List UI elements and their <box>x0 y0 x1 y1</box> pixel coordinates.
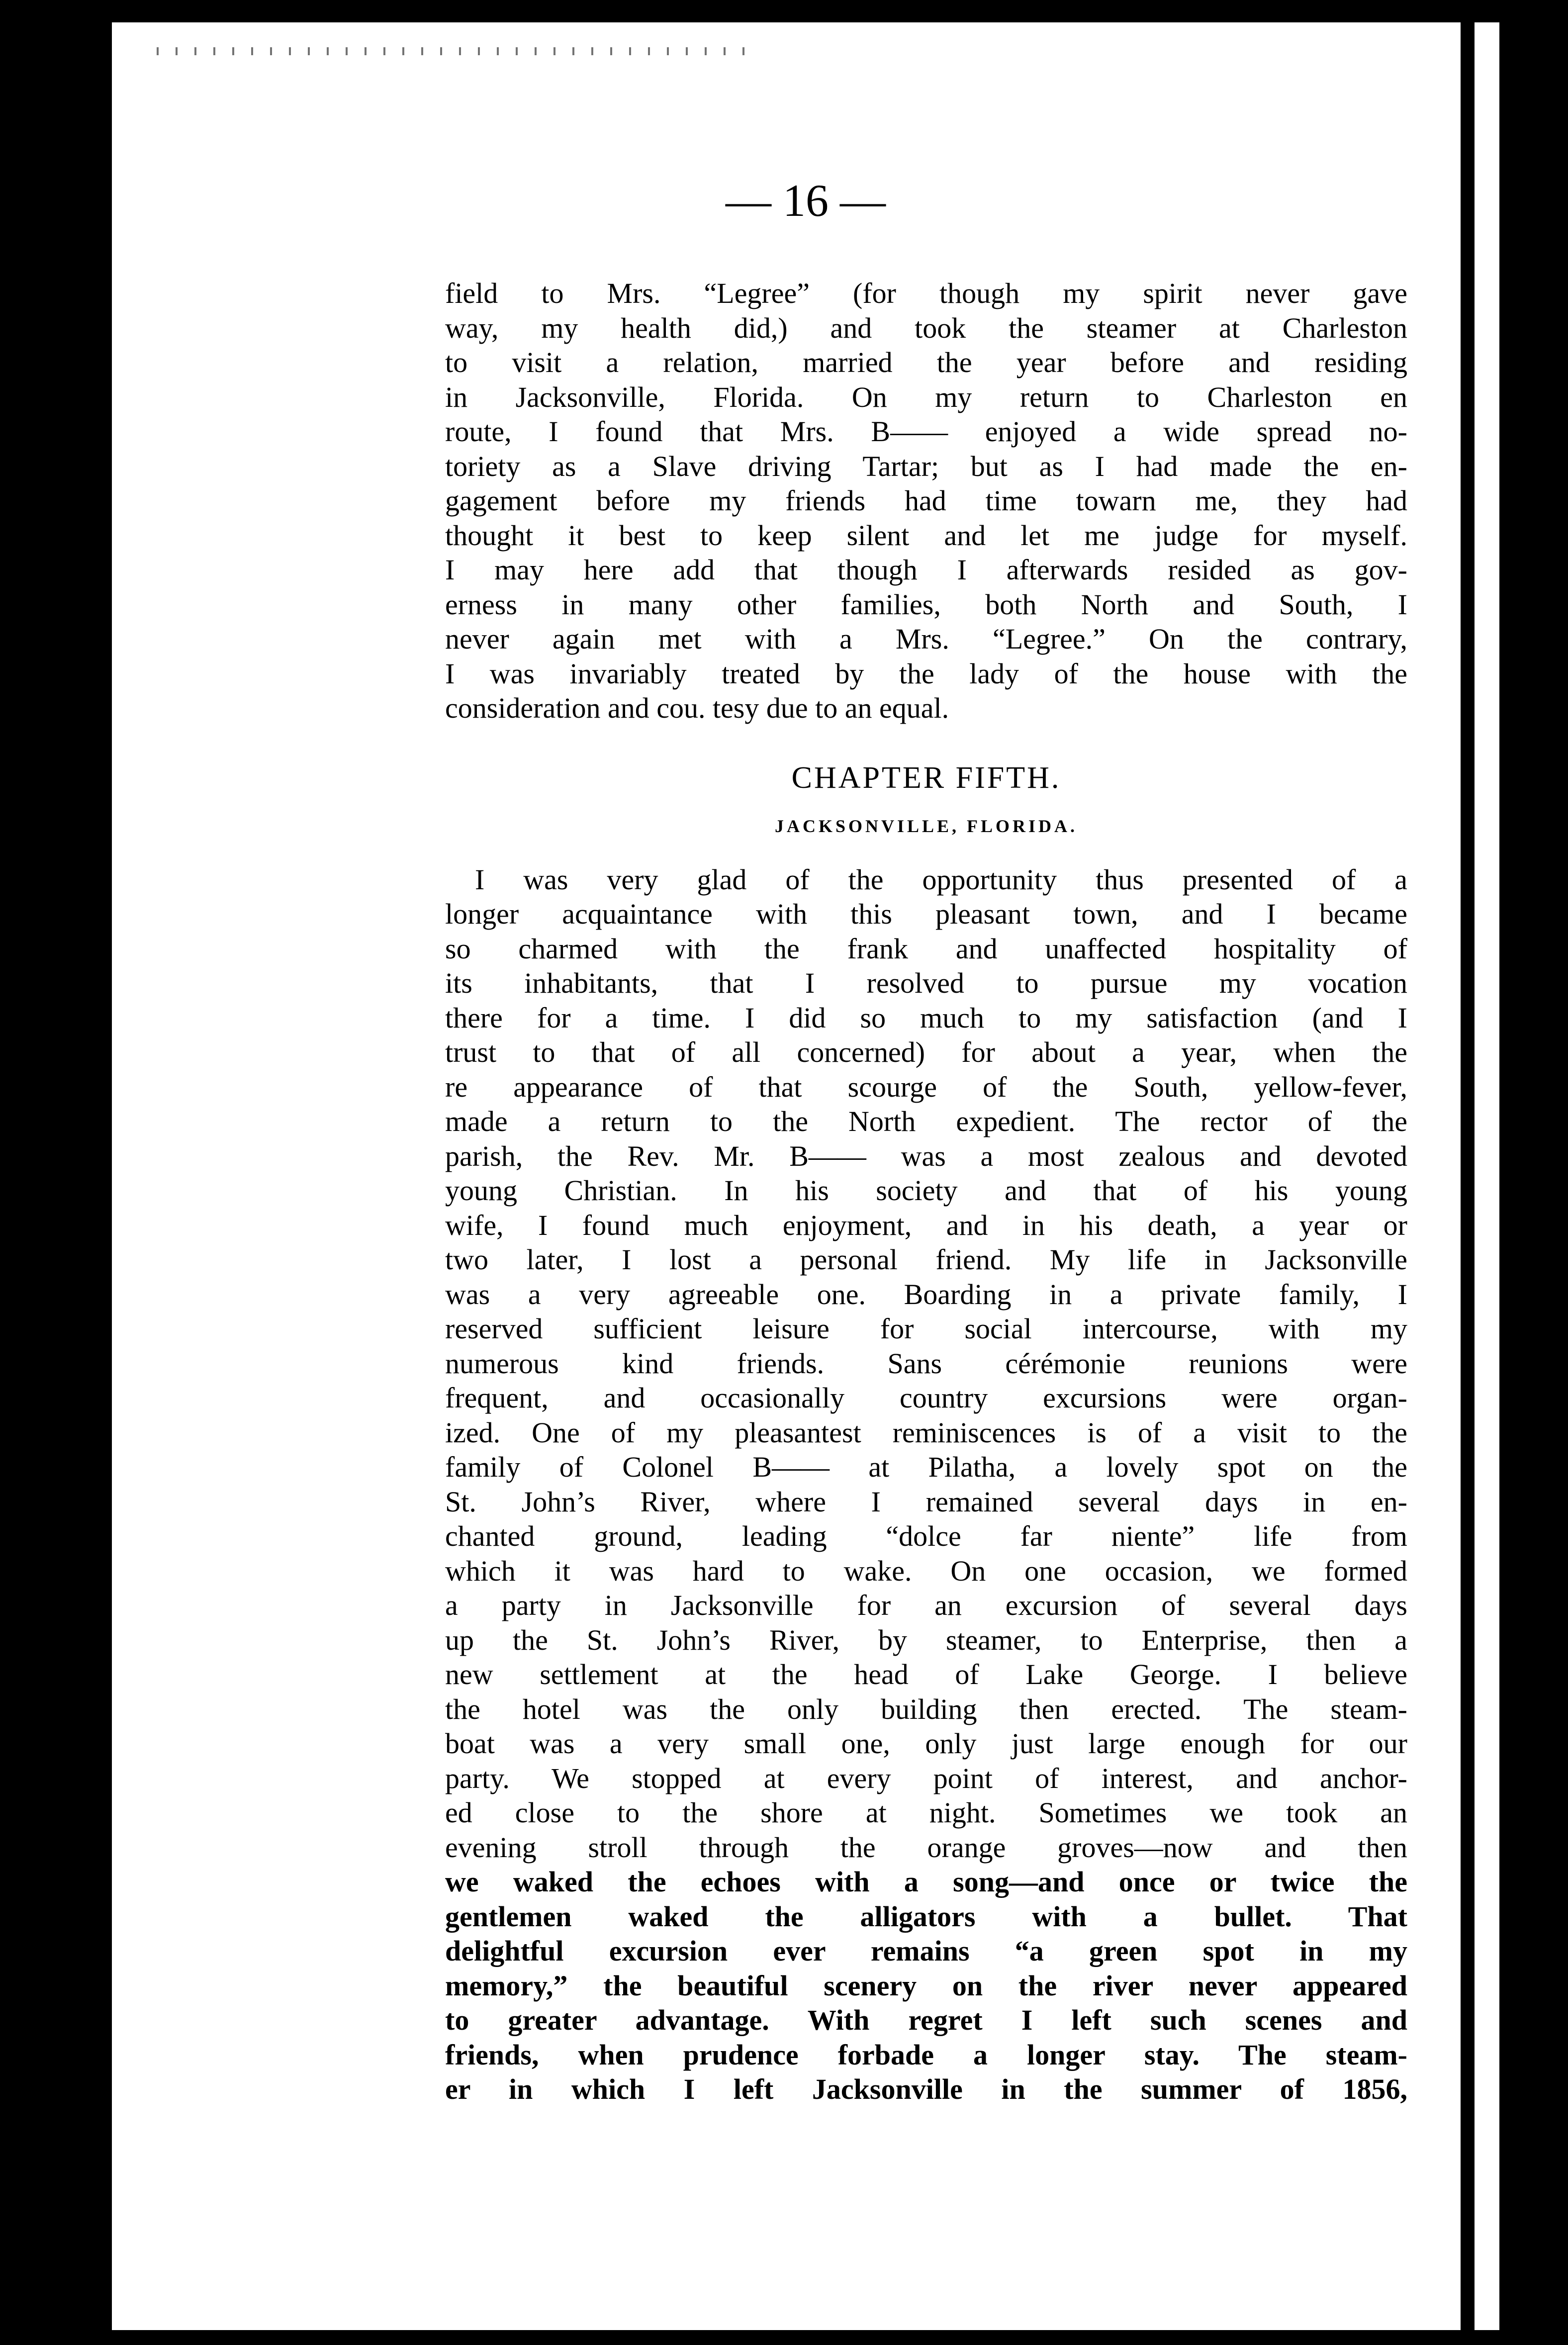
text-line: boat was a very small one, only just large enough for our <box>445 1727 1407 1760</box>
chapter-subtitle: JACKSONVILLE, FLORIDA. <box>774 816 1078 836</box>
text-line: I was very glad of the opportunity thus presented of a <box>475 863 1407 896</box>
text-line: re appearance of that scourge of the South, yellow-fever, <box>445 1070 1407 1103</box>
text-line: to visit a relation, married the year before and residing <box>445 346 1407 378</box>
text-line: gagement before my friends had time towarn me, they had <box>445 484 1407 517</box>
text-line: wife, I found much enjoyment, and in his death, a year or <box>445 1209 1407 1241</box>
text-line: gentlemen waked the alligators with a bullet. That <box>445 1900 1407 1933</box>
chapter-paragraph <box>445 862 1407 2107</box>
text-line: erness in many other families, both North and South, I <box>445 588 1407 621</box>
text-line: new settlement at the head of Lake George. I believe <box>445 1658 1407 1690</box>
text-line: two later, I lost a personal friend. My life in Jacksonville <box>445 1243 1407 1276</box>
text-line: up the St. John’s River, by steamer, to Enterprise, then a <box>445 1623 1407 1656</box>
text-line: friends, when prudence forbade a longer stay. The steam- <box>445 2038 1407 2071</box>
text-line: frequent, and occasionally country excursions were organ- <box>445 1382 1407 1414</box>
text-line: never again met with a Mrs. “Legree.” On the contrary, <box>445 623 1407 655</box>
text-line: toriety as a Slave driving Tartar; but as I had made the en- <box>445 450 1407 482</box>
text-line: chanted ground, leading “dolce far niente” life from <box>445 1520 1407 1552</box>
continuation-paragraph <box>445 276 1407 726</box>
text-line: parish, the Rev. Mr. B—— was a most zealous and devoted <box>445 1139 1407 1172</box>
text-line: memory,” the beautiful scenery on the river never appeared <box>445 1969 1407 2002</box>
text-line: young Christian. In his society and that of his young <box>445 1174 1407 1207</box>
scan-noise <box>157 47 753 55</box>
text-line: reserved sufficient leisure for social intercourse, with my <box>445 1313 1407 1345</box>
text-line: route, I found that Mrs. B—— enjoyed a wide spread no- <box>445 415 1407 448</box>
text-line: which it was hard to wake. On one occasion, we formed <box>445 1554 1407 1587</box>
text-line: er in which I left Jacksonville in the summer of 1856, <box>445 2073 1407 2105</box>
text-line: so charmed with the frank and unaffected hospitality of <box>445 932 1407 965</box>
page-number: — 16 — <box>726 175 886 226</box>
text-line: numerous kind friends. Sans cérémonie reunions were <box>445 1347 1407 1380</box>
text-line: thought it best to keep silent and let me judge for myself. <box>445 519 1407 552</box>
text-line: evening stroll through the orange groves—now and then <box>445 1831 1407 1864</box>
text-line: family of Colonel B—— at Pilatha, a lovely spot on the <box>445 1451 1407 1483</box>
text-line: a party in Jacksonville for an excursion of several days <box>445 1589 1407 1621</box>
text-line: I may here add that though I afterwards resided as gov- <box>445 554 1407 586</box>
chapter-title: CHAPTER FIFTH. <box>791 760 1061 795</box>
text-line: consideration and cou. tesy due to an equal. <box>445 692 949 724</box>
text-line: I was invariably treated by the lady of the house with the <box>445 657 1407 690</box>
text-line: made a return to the North expedient. The rector of the <box>445 1105 1407 1137</box>
text-line: its inhabitants, that I resolved to pursue my vocation <box>445 967 1407 999</box>
text-line: St. John’s River, where I remained several days in en- <box>445 1485 1407 1518</box>
text-line: to greater advantage. With regret I left such scenes and <box>445 2004 1407 2036</box>
text-line: trust to that of all concerned) for about a year, when the <box>445 1036 1407 1068</box>
text-line: longer acquaintance with this pleasant town, and I became <box>445 898 1407 930</box>
text-line: was a very agreeable one. Boarding in a private family, I <box>445 1278 1407 1311</box>
body-text <box>445 276 1407 2107</box>
text-line: delightful excursion ever remains “a green spot in my <box>445 1935 1407 1967</box>
text-line: the hotel was the only building then erected. The steam- <box>445 1692 1407 1725</box>
text-line: way, my health did,) and took the steamer at Charleston <box>445 311 1407 344</box>
text-line: we waked the echoes with a song—and once or twice the <box>445 1866 1407 1898</box>
text-line: field to Mrs. “Legree” (for though my spirit never gave <box>445 277 1407 309</box>
text-line: in Jacksonville, Florida. On my return to Charleston en <box>445 380 1407 413</box>
book-page <box>112 22 1499 2330</box>
text-line: party. We stopped at every point of interest, and anchor- <box>445 1762 1407 1794</box>
text-line: ed close to the shore at night. Sometimes we took an <box>445 1796 1407 1829</box>
text-line: ized. One of my pleasantest reminiscences is of a visit to the <box>445 1416 1407 1449</box>
scan-edge-shadow <box>1461 22 1475 2330</box>
text-line: there for a time. I did so much to my satisfaction (and I <box>445 1001 1407 1034</box>
